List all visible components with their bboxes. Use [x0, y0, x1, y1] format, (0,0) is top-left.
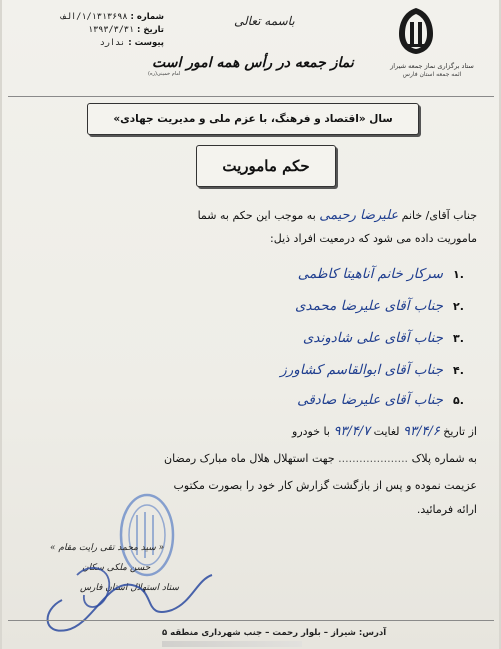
addressee-line: [198, 208, 477, 223]
handwritten-signature-icon: [22, 540, 222, 640]
list-item-person-1: [298, 266, 471, 282]
person-name: جناب آقای علی شادوندی: [302, 330, 443, 346]
signer-second-name: حسن ملکی سکان: [82, 563, 151, 573]
person-number: .۱: [453, 268, 464, 281]
date-value: ۱۳۹۳/۳/۳۱: [87, 24, 135, 35]
letter-page: [2, 0, 499, 649]
footer-divider: [8, 620, 494, 621]
person-number: .۲: [453, 300, 464, 313]
bismillah-heading: باسمه تعالی: [234, 14, 295, 28]
date-from-label: از تاریخ: [443, 425, 477, 438]
list-item-person-3: [303, 330, 471, 346]
person-name: جناب آقای علیرضا محمدی: [294, 298, 443, 314]
number-value: ۱/۱۳۱۳۶۹۸/الف: [60, 11, 128, 22]
number-label: شماره :: [130, 11, 164, 22]
signer-title: ستاد استهلال استان فارس: [80, 583, 179, 593]
date-range-line: [292, 424, 477, 439]
mission-intro-line: ماموریت داده می شود که درمعیت افراد ذیل:: [270, 232, 477, 245]
person-name: جناب آقای علیرضا صادقی: [297, 392, 443, 408]
date-row: [44, 23, 164, 36]
date-from-value: ۹۳/۴/۶: [403, 424, 440, 439]
footer-address: آدرس: شیراز – بلوار رحمت – جنب شهرداری منطقه ۵: [162, 628, 387, 638]
person-name: سرکار خانم آناهیتا کاظمی: [297, 266, 443, 282]
person-number: .۳: [453, 332, 464, 345]
addressee-prefix: جناب آقای/ خانم: [401, 209, 477, 222]
person-number: .۴: [453, 364, 464, 377]
person-name: جناب آقای ابوالقاسم کشاورز: [280, 362, 443, 378]
purpose-text: جهت استهلال هلال ماه مبارک رمضان: [163, 452, 335, 465]
header-divider: [8, 96, 494, 97]
letter-metadata: [44, 10, 164, 49]
list-item-person-2: [295, 298, 471, 314]
organization-emblem-icon: [393, 6, 439, 56]
signer-name: « سید محمد تقی رایت مقام »: [50, 543, 165, 553]
person-number: .۵: [453, 394, 464, 407]
plate-purpose-line: به شماره پلاک .................... جهت استهلال هلال ماه مبارک رمضان: [163, 452, 477, 465]
list-item-person-5: [297, 392, 471, 408]
year-slogan-box: سال «اقتصاد و فرهنگ، با عزم ملی و مدیریت جهادی»: [87, 103, 419, 135]
motto-heading: نماز جمعه در رأس همه امور است: [152, 55, 354, 71]
attachment-row: [44, 36, 164, 49]
addressee-name: علیرضا رحیمی: [319, 208, 399, 223]
addressee-suffix: به موجب این حکم به شما: [197, 209, 316, 222]
list-item-person-4: [280, 362, 471, 378]
organization-name: ستاد برگزاری نماز جمعه شیراز: [390, 62, 474, 70]
organization-subtitle: ائمه جمعه استان فارس: [402, 71, 462, 78]
vehicle-label: با خودرو: [292, 425, 330, 438]
number-row: [44, 10, 164, 23]
attachment-value: ندارد: [99, 37, 126, 48]
closing-line: ارائه فرمائید.: [416, 503, 477, 516]
motto-attribution: امام خمینی(ره): [148, 71, 181, 77]
attachment-label: پیوست :: [128, 37, 164, 48]
date-to-label: لغایت: [373, 425, 400, 438]
plate-label: به شماره پلاک: [411, 452, 477, 465]
return-report-line: عزیمت نموده و پس از بازگشت گزارش کار خود را بصورت مکتوب: [173, 479, 477, 492]
date-to-value: ۹۳/۴/۷: [333, 424, 371, 439]
date-label: تاریخ :: [137, 24, 164, 35]
footer-second-line: [162, 641, 302, 647]
letter-title: حکم ماموریت: [196, 145, 336, 187]
